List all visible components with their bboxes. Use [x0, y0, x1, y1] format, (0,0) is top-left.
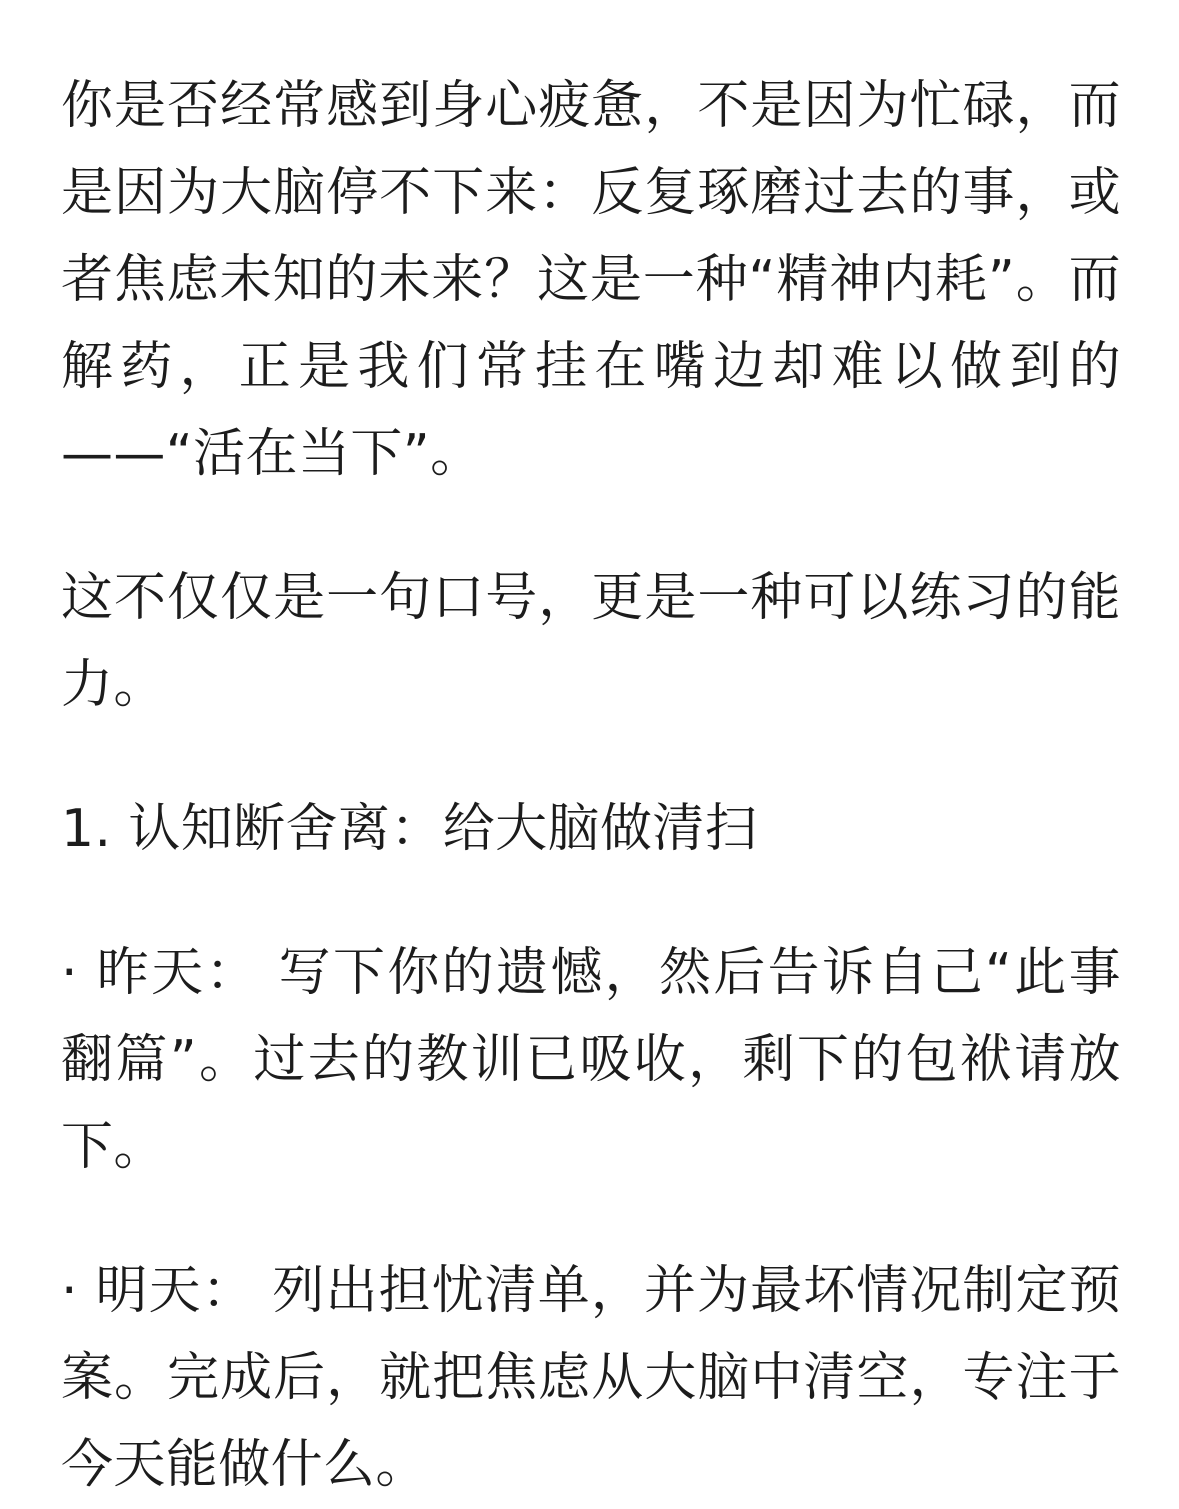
article-body: [61, 63, 1121, 1509]
section-heading: 1. 认知断舍离：给大脑做清扫: [61, 799, 758, 859]
bullet-tomorrow: · 明天： 列出担忧清单，并为最坏情况制定预案。完成后，就把焦虑从大脑中清空，专注于今天能做什么。: [61, 1261, 1121, 1495]
intro-paragraph: 你是否经常感到身心疲惫，不是因为忙碌，而是因为大脑停不下来：反复琢磨过去的事，或者焦虑未知的未来？这是一种“精神内耗”。而解药，正是我们常挂在嘴边却难以做到的——“活在当下”。: [61, 76, 1121, 484]
ability-paragraph: 这不仅仅是一句口号，更是一种可以练习的能力。: [61, 568, 1121, 715]
bullet-yesterday: · 昨天： 写下你的遗憾，然后告诉自己“此事翻篇”。过去的教训已吸收，剩下的包袱请放下。: [61, 943, 1121, 1177]
